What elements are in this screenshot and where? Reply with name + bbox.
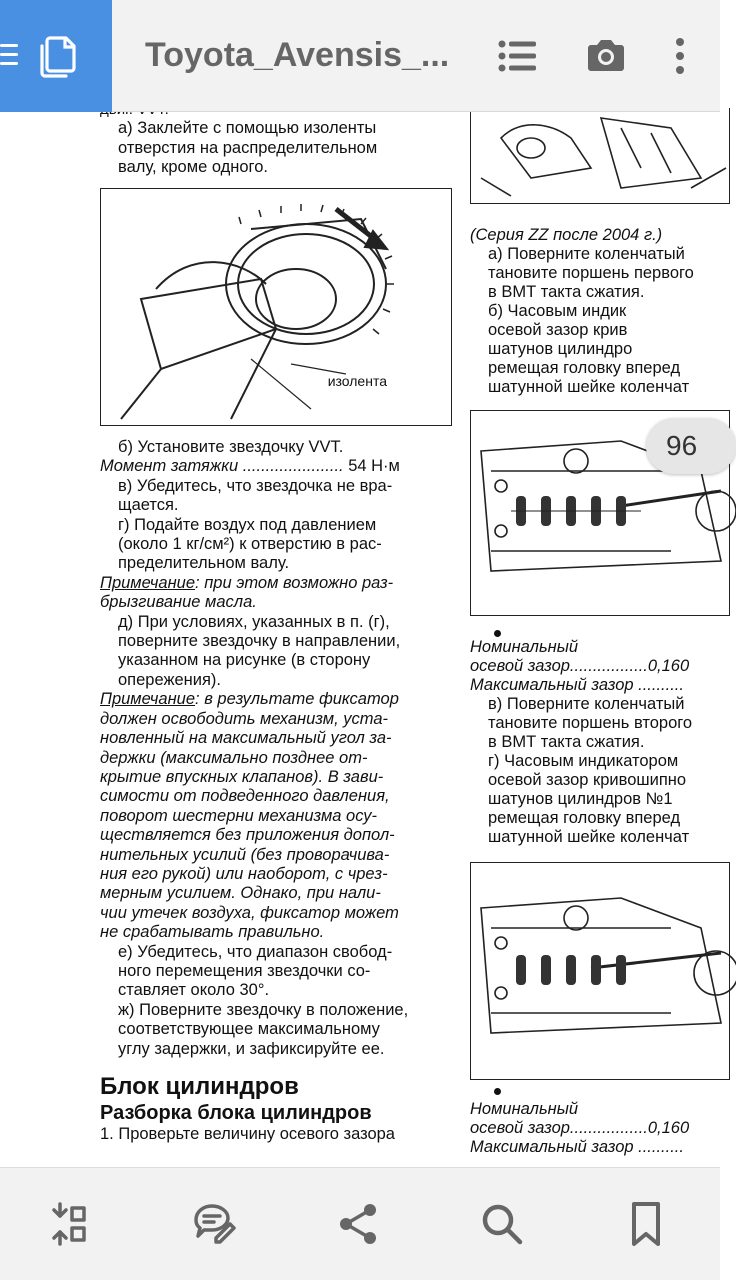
document-title: Toyota_Avensis_... [145,36,450,74]
right-column-mid [470,638,730,847]
step-v-line1: в) Убедитесь, что звездочка не вра- [118,476,393,495]
right-v-line2: тановите поршень второго [488,714,693,732]
note2-line6: симости от подведенного давления, [100,787,390,806]
note2-label: Примечание [100,690,196,709]
right-g-line1: г) Часовым индикатором [488,752,679,770]
document-page[interactable] [0,112,720,1167]
bullet-dot [494,630,501,637]
note2-line13: не срабатывать правильно. [100,923,325,942]
crankshaft-illustration-2 [471,863,731,1081]
right-a-line3: в ВМТ такта сжатия. [488,283,645,301]
step-a-line2: отверстия на распределительном [118,138,378,157]
figure-crankshaft-2 [470,862,730,1080]
step-g-line1: г) Подайте воздух под давлением [118,515,377,534]
nominal1-value: осевой зазор.................0,160 [470,657,690,675]
page-number: 96 [666,430,698,461]
note2-line8: ществляется без приложения допол- [100,826,395,845]
right-column-top [470,226,730,397]
nominal2-label: Номинальный [470,1100,579,1118]
max2: Максимальный зазор .......... [470,1138,684,1156]
top-app-bar [0,0,720,112]
torque-label: Момент затяжки ...................... [100,457,344,476]
step-g-line2: (около 1 кг/см²) к отверстию в рас- [118,535,382,554]
step-b: б) Установите звездочку VVT. [118,438,344,456]
torque-row [100,457,456,476]
step-d-line3: указанном на рисунке (в сторону [118,651,371,670]
document-icon[interactable] [36,34,80,78]
page-number-badge[interactable] [646,418,736,474]
note2-line4: держки (максимально позднее от- [100,748,368,767]
subsection-heading: Разборка блока цилиндров [100,1102,372,1124]
comment-edit-icon[interactable] [190,1200,238,1248]
series-note: (Серия ZZ после 2004 г.) [470,226,663,244]
max1: Максимальный зазор .......... [470,676,684,694]
note1-text1: : при этом возможно раз- [195,573,394,592]
step-e-line1: е) Убедитесь, что диапазон свобод- [118,942,393,961]
step-d-line4: опережения). [118,670,222,689]
note2-line12: чии утечек воздуха, фиксатор может [100,903,399,922]
list-icon[interactable] [494,32,542,80]
step-zh-line3: углу задержки, и зафиксируйте ее. [118,1039,385,1058]
note2-line9: нительных усилий (без проворачива- [100,845,390,864]
section-heading: Блок цилиндров [100,1073,299,1100]
step-1: 1. Проверьте величину осевого зазора [100,1125,395,1143]
bottom-toolbar [0,1167,720,1280]
note2-line10: ния его рукой) или наоборот, с чрез- [100,864,388,883]
camera-icon[interactable] [582,32,630,80]
right-g-line3: шатунов цилиндров №1 [488,790,673,808]
step-g-line3: пределительном валу. [118,554,290,573]
right-b-line1: б) Часовым индик [488,302,627,320]
nominal1-label: Номинальный [470,638,579,656]
step-a-line3: валу, кроме одного. [118,158,268,177]
note1-label: Примечание [100,573,196,592]
note2-line2: должен освободить механизм, уста- [100,709,389,728]
nominal2-value: осевой зазор.................0,160 [470,1119,690,1137]
right-g-line5: шатунной шейке коленчат [488,828,690,846]
bullet-dot-2 [494,1088,501,1095]
note1-line2: брызгивание масла. [100,593,257,612]
torque-value: 54 Н·м [348,457,400,476]
right-v-line3: в ВМТ такта сжатия. [488,733,645,751]
note2-line5: крытие впускных клапанов). В зави- [100,767,384,786]
note2-line11: мерным усилием. Однако, при нали- [100,884,381,903]
figure-top-right [470,108,730,204]
note2-line3: новленный на максимальный угол за- [100,729,392,748]
step-zh-line1: ж) Поверните звездочку в положение, [118,1000,409,1019]
right-v-line1: в) Поверните коленчатый [488,695,685,713]
figure-sprocket-tape [100,188,452,426]
step-d-line2: поверните звездочку в направлении, [118,632,401,651]
right-b-line2: осевой зазор крив [488,321,628,339]
bookmark-icon[interactable] [622,1200,670,1248]
right-b-line3: шатунов цилиндро [488,340,633,358]
document-panel-toggle[interactable] [0,0,112,112]
step-e-line2: ного перемещения звездочки со- [118,961,371,980]
right-g-line4: ремещая головку вперед [488,809,681,827]
engine-illustration-top [471,108,731,204]
right-b-line5: шатунной шейке коленчат [488,378,690,396]
right-a-line2: тановите поршень первого [488,264,694,282]
hamburger-icon[interactable] [0,44,18,66]
note2-text1: : в результате фиксатор [195,690,399,709]
figure-label: изолента [327,373,387,389]
more-vert-icon[interactable] [656,32,704,80]
step-a-line1: а) Заклейте с помощью изоленты [118,119,377,138]
right-column-bottom [470,1100,730,1157]
step-d-line1: д) При условиях, указанных в п. (г), [118,612,390,631]
note1-line1 [100,574,456,593]
note2-line1 [100,690,456,709]
sprocket-illustration [101,189,453,427]
right-g-line2: осевой зазор кривошипно [488,771,687,789]
left-column-body [100,438,456,1144]
left-column [100,112,456,178]
compress-icon[interactable] [46,1200,94,1248]
step-v-line2: щается. [118,496,179,515]
note2-line7: поворот шестерни механизма осу- [100,806,378,825]
step-zh-line2: соответствующее максимальному [118,1020,380,1039]
right-b-line4: ремещая головку вперед [488,359,681,377]
step-e-line3: ставляет около 30°. [118,981,270,1000]
search-icon[interactable] [478,1200,526,1248]
right-a-line1: а) Поверните коленчатый [488,245,685,263]
share-icon[interactable] [334,1200,382,1248]
